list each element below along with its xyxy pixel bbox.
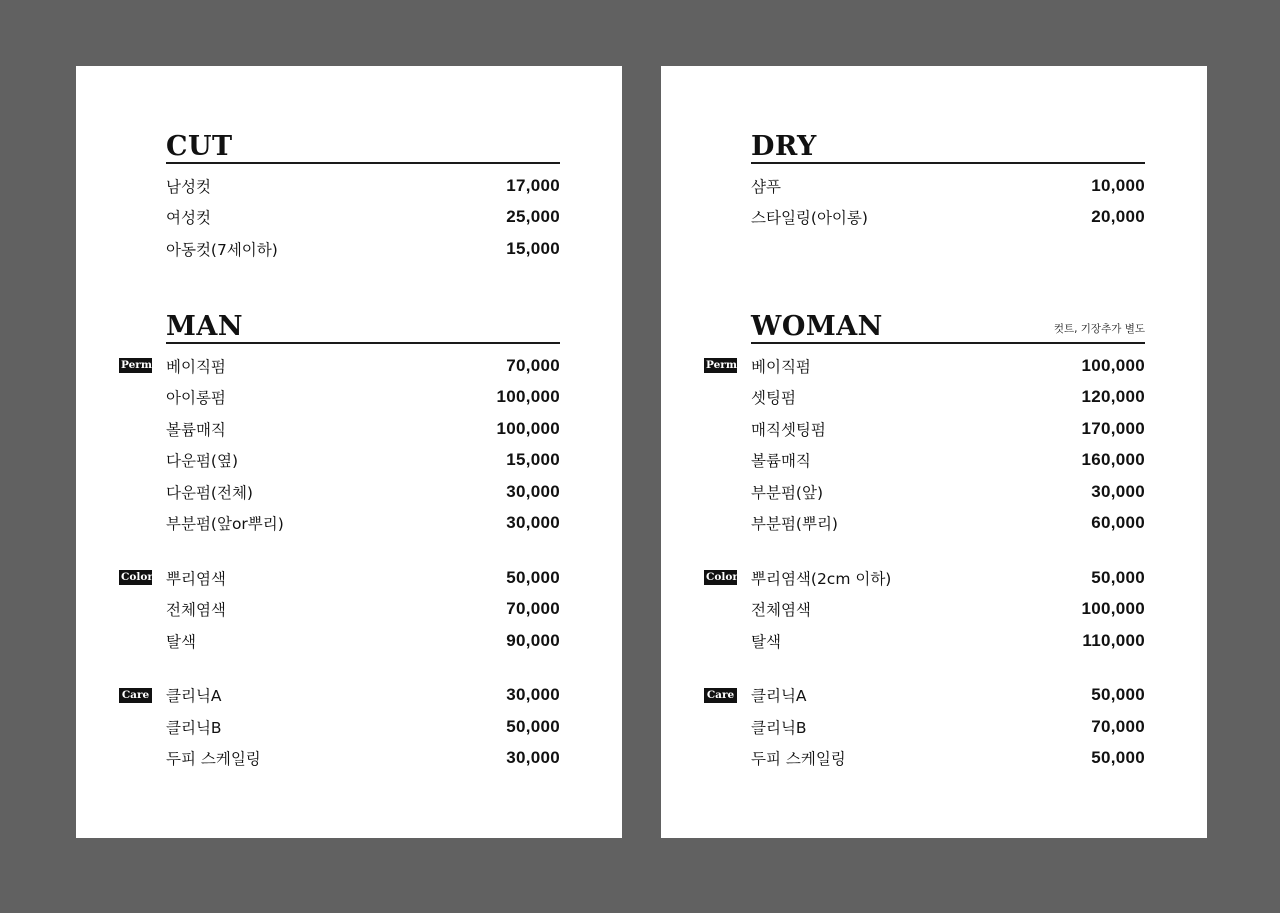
item-name: 탈색: [166, 632, 196, 651]
item-price: 30,000: [506, 685, 560, 705]
item-group-care: [706, 680, 1145, 775]
item-price: 70,000: [506, 599, 560, 619]
item-name: 탈색: [751, 632, 781, 651]
menu-row: [166, 476, 560, 508]
menu-row: [751, 562, 1145, 594]
item-name: 뿌리염색: [166, 569, 226, 588]
item-group-color: [121, 562, 560, 657]
menu-row: [166, 350, 560, 382]
category-tag-perm: Perm: [121, 359, 152, 371]
item-price: 60,000: [1091, 513, 1145, 533]
item-price: 100,000: [496, 418, 560, 438]
item-price: 50,000: [506, 716, 560, 736]
item-price: 50,000: [506, 567, 560, 587]
item-name: 스타일링(아이롱): [751, 209, 868, 228]
item-price: 100,000: [1081, 355, 1145, 375]
item-group: [751, 170, 1145, 233]
menu-row: [166, 508, 560, 540]
menu-row: [166, 170, 560, 202]
item-price: 70,000: [506, 355, 560, 375]
section-cut: [166, 128, 560, 265]
menu-row: [166, 202, 560, 234]
item-name: 부분펌(앞or뿌리): [166, 515, 284, 534]
item-name: 볼륨매직: [751, 452, 811, 471]
menu-row: [166, 382, 560, 414]
menu-row: [166, 233, 560, 265]
menu-row: [751, 476, 1145, 508]
menu-row: [166, 680, 560, 712]
menu-row: [751, 680, 1145, 712]
section-title: CUT: [166, 131, 233, 162]
item-price: 25,000: [506, 207, 560, 227]
section-title: DRY: [751, 131, 817, 162]
menu-row: [166, 711, 560, 743]
item-name: 아동컷(7세이하): [166, 240, 278, 259]
item-list: [706, 344, 1145, 774]
item-name: 아이롱펌: [166, 389, 226, 408]
item-name: 다운펌(전체): [166, 483, 253, 502]
item-name: 부분펌(앞): [751, 483, 823, 502]
menu-row: [751, 382, 1145, 414]
section-dry: [751, 128, 1145, 233]
menu-row: [751, 202, 1145, 234]
item-price: 160,000: [1081, 450, 1145, 470]
item-name: 두피 스케일링: [751, 750, 846, 769]
item-name: 뿌리염색(2cm 이하): [751, 569, 892, 588]
item-group-perm: [706, 350, 1145, 539]
item-name: 여성컷: [166, 209, 211, 228]
menu-row: [751, 350, 1145, 382]
item-name: 전체염색: [751, 601, 811, 620]
item-price: 15,000: [506, 238, 560, 258]
item-price: 50,000: [1091, 685, 1145, 705]
item-group-perm: [121, 350, 560, 539]
menu-row: [751, 743, 1145, 775]
menu-row: [166, 594, 560, 626]
menu-row: [166, 743, 560, 775]
item-name: 매직셋팅펌: [751, 420, 826, 439]
category-tag-color: Color: [121, 571, 153, 583]
category-tag-perm: Perm: [706, 359, 737, 371]
section-woman: [706, 308, 1145, 774]
item-price: 110,000: [1082, 630, 1145, 650]
item-price: 17,000: [506, 175, 560, 195]
item-price: 20,000: [1091, 207, 1145, 227]
item-price: 100,000: [1081, 599, 1145, 619]
item-price: 30,000: [506, 481, 560, 501]
item-name: 샴푸: [751, 177, 781, 196]
item-list: [166, 164, 560, 265]
section-header: [751, 308, 1145, 344]
item-price: 30,000: [506, 513, 560, 533]
item-name: 다운펌(옆): [166, 452, 238, 471]
item-name: 셋팅펌: [751, 389, 796, 408]
section-header: [751, 128, 1145, 164]
item-list: [121, 344, 560, 774]
item-name: 베이직펌: [166, 357, 226, 376]
category-tag-color: Color: [706, 571, 738, 583]
menu-row: [751, 625, 1145, 657]
menu-row: [751, 508, 1145, 540]
item-name: 남성컷: [166, 177, 211, 196]
item-group: [166, 170, 560, 265]
category-tag-care: Care: [704, 688, 737, 703]
item-price: 10,000: [1091, 175, 1145, 195]
section-note: 컷트, 기장추가 별도: [1053, 322, 1145, 335]
section-header: [166, 308, 560, 344]
menu-row: [166, 625, 560, 657]
item-name: 두피 스케일링: [166, 750, 261, 769]
item-price: 100,000: [496, 387, 560, 407]
item-group-color: [706, 562, 1145, 657]
item-price: 120,000: [1081, 387, 1145, 407]
section-man: [121, 308, 560, 774]
item-group-care: [121, 680, 560, 775]
item-list: [751, 164, 1145, 233]
item-name: 부분펌(뿌리): [751, 515, 838, 534]
item-price: 15,000: [506, 450, 560, 470]
item-name: 클리닉B: [751, 718, 807, 737]
item-price: 50,000: [1091, 567, 1145, 587]
menu-row: [751, 413, 1145, 445]
menu-row: [166, 413, 560, 445]
item-name: 볼륨매직: [166, 420, 226, 439]
menu-row: [751, 594, 1145, 626]
menu-page-left: [76, 66, 622, 838]
item-price: 30,000: [506, 748, 560, 768]
menu-row: [166, 445, 560, 477]
menu-row: [751, 711, 1145, 743]
menu-row: [166, 562, 560, 594]
item-name: 전체염색: [166, 601, 226, 620]
item-name: 클리닉A: [751, 687, 807, 706]
item-price: 50,000: [1091, 748, 1145, 768]
menu-row: [751, 170, 1145, 202]
section-title: WOMAN: [751, 311, 883, 342]
category-tag-care: Care: [119, 688, 152, 703]
item-price: 90,000: [506, 630, 560, 650]
item-name: 베이직펌: [751, 357, 811, 376]
item-name: 클리닉A: [166, 687, 222, 706]
item-price: 30,000: [1091, 481, 1145, 501]
menu-row: [751, 445, 1145, 477]
section-title: MAN: [166, 311, 244, 342]
menu-page-right: [661, 66, 1207, 838]
item-name: 클리닉B: [166, 718, 222, 737]
section-header: [166, 128, 560, 164]
item-price: 70,000: [1091, 716, 1145, 736]
item-price: 170,000: [1081, 418, 1145, 438]
